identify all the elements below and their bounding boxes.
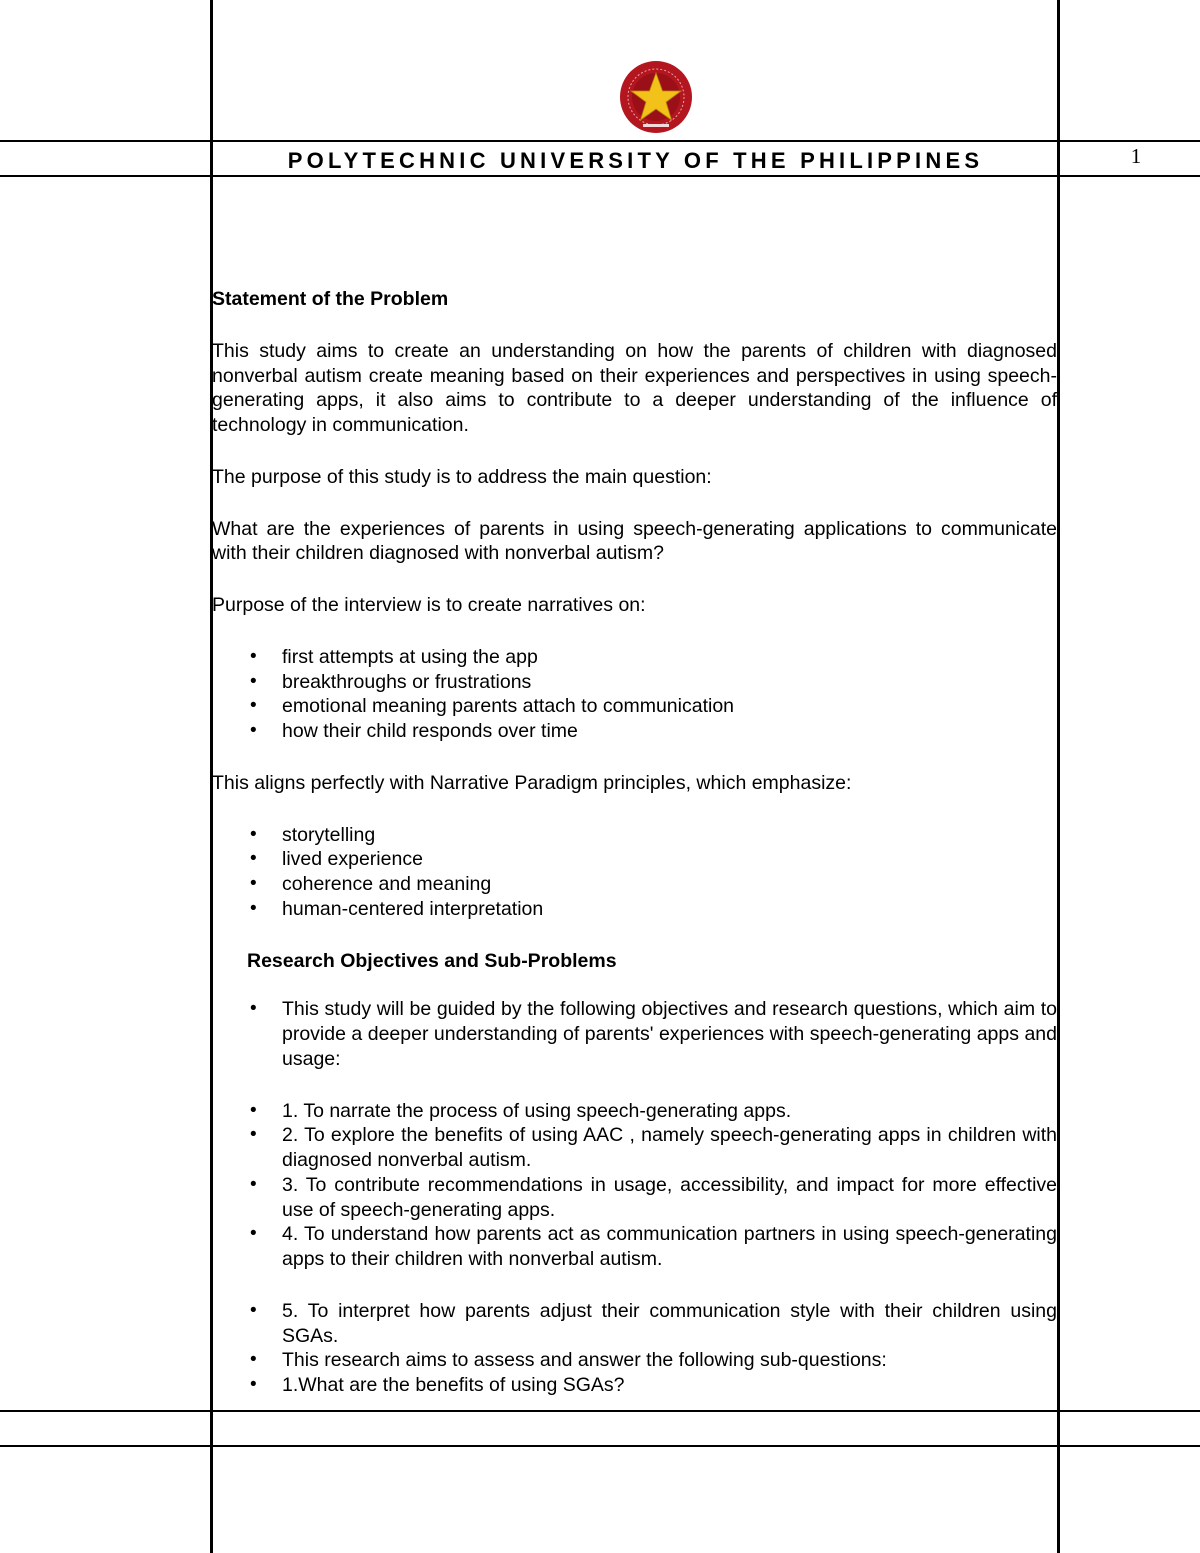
- university-seal-icon: [619, 60, 693, 134]
- list-item: • 5. To interpret how parents adjust their communication style with their children using SGAs.: [212, 1299, 1057, 1349]
- list-item: • This research aims to assess and answer the following sub-questions:: [212, 1348, 1057, 1373]
- main-question: What are the experiences of parents in using speech-generating applications to communicate with their children diagnosed with nonverbal autism?: [212, 517, 1057, 565]
- list-item: • This study will be guided by the following objectives and research questions, which aim to provide a deeper understanding of parents' experiences with speech-generating apps and usage:: [212, 997, 1057, 1071]
- list-item: • human-centered interpretation: [212, 897, 1057, 922]
- section-heading: Statement of the Problem: [212, 288, 449, 310]
- list-item: • 1. To narrate the process of using speech-generating apps.: [212, 1099, 1057, 1124]
- page-number: 1: [1130, 144, 1142, 168]
- subsection-heading: Research Objectives and Sub-Problems: [247, 949, 617, 972]
- list-item: • 3. To contribute recommendations in usage, accessibility, and impact for more effective use of speech-generating apps.: [212, 1173, 1057, 1223]
- list-item: • first attempts at using the app: [212, 645, 1057, 670]
- footer-bottom-rule: [0, 1445, 1200, 1447]
- list-item: • storytelling: [212, 823, 1057, 848]
- list-item: • lived experience: [212, 847, 1057, 872]
- header-top-rule: [0, 140, 1200, 142]
- paragraph-1: This study aims to create an understanding on how the parents of children with diagnosed nonverbal autism create meaning based on their experiences and perspectives in using speech-generating apps, it also aims to contribute to a deeper understanding of the influence of technology in communication.: [212, 339, 1057, 436]
- objectives-list: [212, 1099, 1057, 1272]
- list-item: • 1.What are the benefits of using SGAs?: [212, 1373, 1057, 1398]
- paragraph-2: The purpose of this study is to address the main question:: [212, 465, 712, 488]
- list-item: • 4. To understand how parents act as communication partners in using speech-generating apps to their children with nonverbal autism.: [212, 1222, 1057, 1272]
- list-item: • breakthroughs or frustrations: [212, 670, 1057, 695]
- list-item: • emotional meaning parents attach to communication: [212, 694, 1057, 719]
- list-item: • coherence and meaning: [212, 872, 1057, 897]
- document-body: [212, 287, 1057, 1425]
- intro-list: [212, 997, 1057, 1071]
- right-margin-rule: [1057, 0, 1060, 1553]
- paragraph-5: This aligns perfectly with Narrative Paradigm principles, which emphasize:: [212, 771, 852, 794]
- narratives-list: [212, 645, 1057, 744]
- final-list: [212, 1299, 1057, 1398]
- university-name: POLYTECHNIC UNIVERSITY OF THE PHILIPPINES: [287, 148, 984, 173]
- list-item: • 2. To explore the benefits of using AAC , namely speech-generating apps in children with diagnosed nonverbal autism.: [212, 1123, 1057, 1173]
- paragraph-4: Purpose of the interview is to create narratives on:: [212, 594, 646, 616]
- list-item: • how their child responds over time: [212, 719, 1057, 744]
- principles-list: [212, 823, 1057, 922]
- header-bottom-rule: [0, 175, 1200, 177]
